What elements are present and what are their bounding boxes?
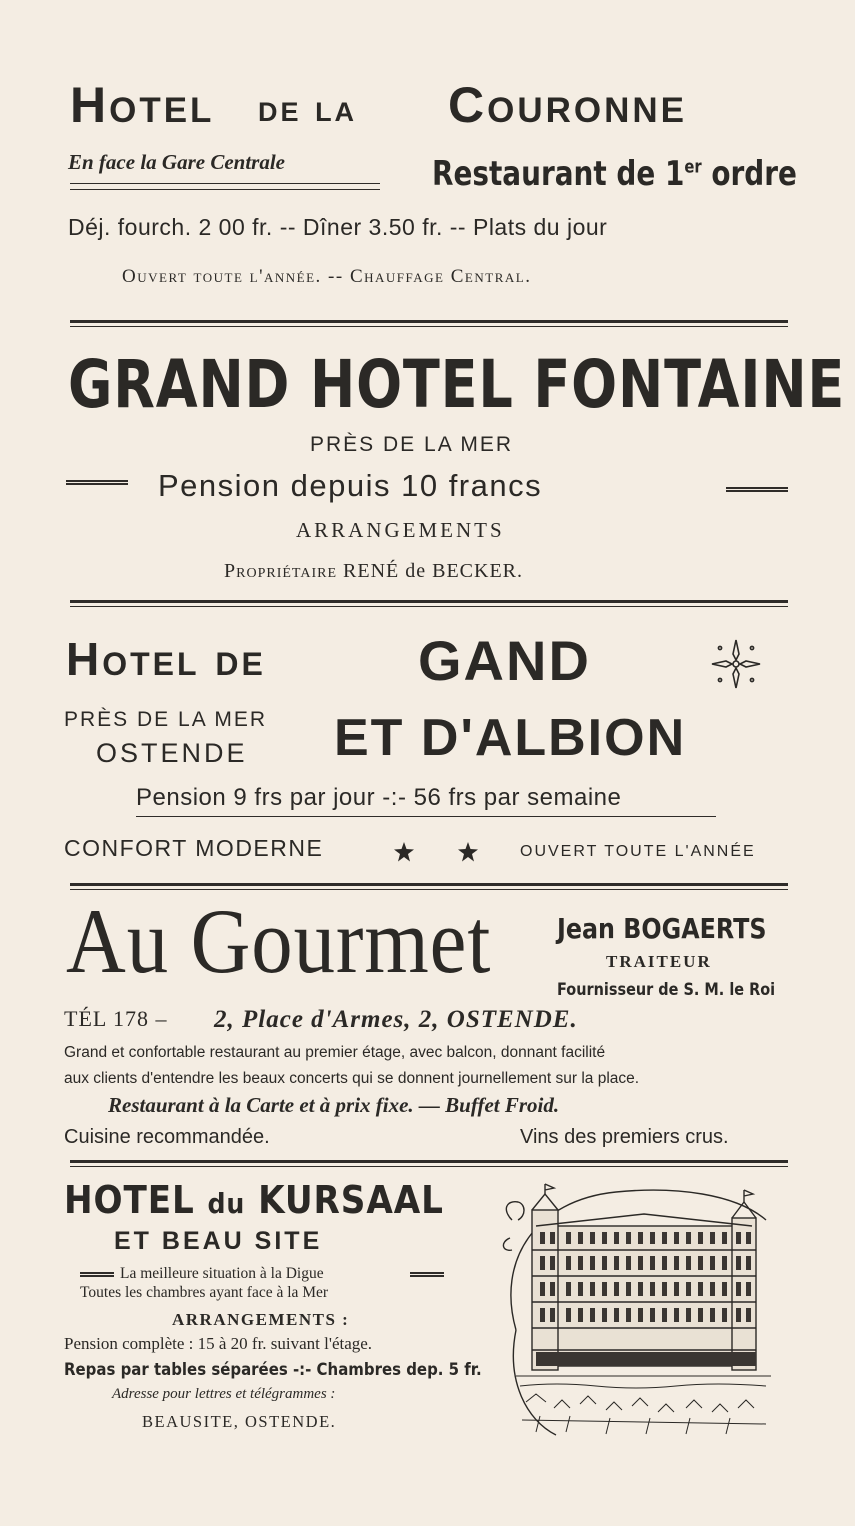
gand-city: OSTENDE xyxy=(96,738,248,768)
couronne-de-la: de la xyxy=(258,88,358,130)
star-ornament-icon xyxy=(456,840,480,864)
kursaal-title-du: du xyxy=(207,1187,246,1220)
kursaal-address: BEAUSITE, OSTENDE. xyxy=(142,1412,337,1431)
fontaine-near-sea: PRÈS DE LA MER xyxy=(310,433,514,456)
kursaal-subtitle: ET BEAU SITE xyxy=(114,1227,323,1255)
fontaine-pension: Pension depuis 10 francs xyxy=(158,468,543,503)
kursaal-rule-left xyxy=(80,1272,114,1277)
hotel-building-illustration xyxy=(496,1180,786,1440)
gourmet-role: TRAITEUR xyxy=(606,952,712,971)
ornament-flower-icon xyxy=(708,636,764,692)
couronne-location-rule-2 xyxy=(70,189,380,190)
couronne-location-rule xyxy=(70,183,380,184)
couronne-location: En face la Gare Centrale xyxy=(68,150,285,174)
kursaal-meals: Repas par tables séparées -:- Chambres dep. 5 fr. xyxy=(64,1360,482,1380)
gand-name: GAND xyxy=(418,629,591,692)
gourmet-tel: TÉL 178 – xyxy=(64,1006,168,1031)
fontaine-owner xyxy=(224,560,523,583)
gourmet-cuisine: Cuisine recommandée. xyxy=(64,1126,270,1148)
kursaal-title-hotel: HOTEL xyxy=(64,1178,195,1222)
section-divider-4 xyxy=(70,1160,788,1167)
fontaine-title: GRAND HOTEL FONTAINE xyxy=(68,346,846,423)
kursaal-situation: La meilleure situation à la Digue xyxy=(120,1265,324,1282)
gand-open: OUVERT TOUTE L'ANNÉE xyxy=(520,843,756,860)
couronne-name: Couronne xyxy=(448,77,688,133)
kursaal-title-kursaal: KURSAAL xyxy=(258,1178,444,1222)
fontaine-pension-rule-right xyxy=(726,487,788,492)
gourmet-wines: Vins des premiers crus. xyxy=(520,1126,729,1148)
kursaal-rule-right xyxy=(410,1272,444,1277)
gourmet-supplier: Fournisseur de S. M. le Roi xyxy=(557,980,776,1000)
gand-comfort: CONFORT MODERNE xyxy=(64,835,324,861)
section-divider-1 xyxy=(70,320,788,327)
kursaal-address-label: Adresse pour lettres et télégrammes : xyxy=(112,1386,336,1402)
couronne-restaurant-suffix: ordre xyxy=(701,154,797,194)
kursaal-arrangements: ARRANGEMENTS : xyxy=(172,1310,350,1329)
kursaal-rooms: Toutes les chambres ayant face à la Mer xyxy=(80,1284,329,1301)
couronne-restaurant-sup: er xyxy=(684,156,702,178)
gourmet-description-line2: aux clients d'entendre les beaux concerts qui se donnent journellement sur la place. xyxy=(64,1070,640,1087)
gourmet-owner: Jean BOGAERTS xyxy=(557,912,767,945)
gand-near-sea: PRÈS DE LA MER xyxy=(64,708,268,731)
fontaine-arrangements: ARRANGEMENTS xyxy=(296,518,505,542)
fontaine-owner-name: RENÉ de BECKER. xyxy=(343,560,524,582)
gand-albion: ET D'ALBION xyxy=(334,709,687,767)
kursaal-pension: Pension complète : 15 à 20 fr. suivant l'étage. xyxy=(64,1334,373,1353)
gand-hotel-de: Hotel de xyxy=(66,633,266,685)
fontaine-owner-label: Propriétaire xyxy=(224,560,338,582)
couronne-hotel-word: Hotel xyxy=(70,77,215,133)
section-divider-2 xyxy=(70,600,788,607)
couronne-prices: Déj. fourch. 2 00 fr. -- Dîner 3.50 fr. -- Plats du jour xyxy=(68,214,608,240)
gourmet-description-line1: Grand et confortable restaurant au premier étage, avec balcon, donnant facilité xyxy=(64,1044,606,1061)
gourmet-title: Au Gourmet xyxy=(66,890,492,992)
fontaine-pension-rule-left xyxy=(66,480,128,485)
couronne-open-heating: Ouvert toute l'année. -- Chauffage Central. xyxy=(122,266,532,287)
couronne-restaurant xyxy=(432,154,797,194)
kursaal-title xyxy=(64,1178,444,1222)
gourmet-address: 2, Place d'Armes, 2, OSTENDE. xyxy=(214,1006,578,1033)
gand-pension-rule xyxy=(136,816,716,817)
star-ornament-icon xyxy=(392,840,416,864)
gand-pension: Pension 9 frs par jour -:- 56 frs par semaine xyxy=(136,784,622,811)
gourmet-menu: Restaurant à la Carte et à prix fixe. — Buffet Froid. xyxy=(108,1093,560,1117)
couronne-restaurant-prefix: Restaurant de 1 xyxy=(432,154,685,194)
